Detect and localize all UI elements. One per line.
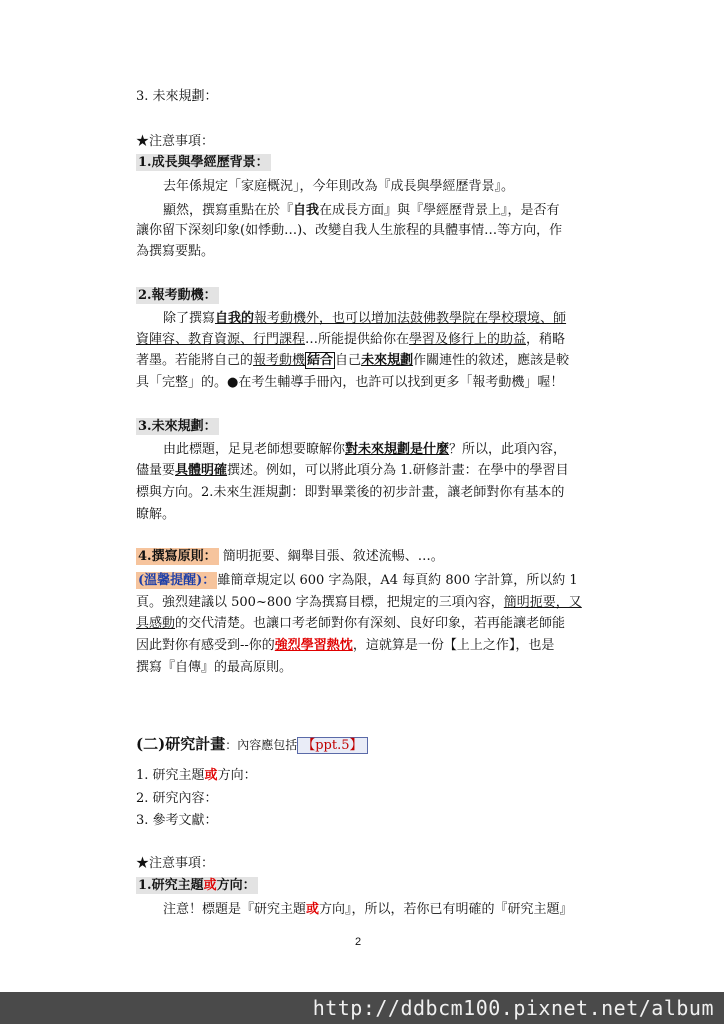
heading-text [136, 877, 258, 894]
section-4-heading-text: 4.撰寫原則： [138, 549, 217, 564]
section-4-line2 [136, 594, 582, 612]
section-1-heading-text: 1.成長與學經歷背景： [138, 155, 269, 170]
emphasis-future-plan: 未來規劃 [361, 353, 414, 368]
section-1-heading [136, 154, 271, 172]
text: 簡明扼要、綱舉目張、敘述流暢、…。 [218, 549, 444, 564]
text: 1.研究主題 [138, 878, 204, 893]
text: 作關連性的敘述，應該是較 [413, 353, 570, 368]
section-1-para-line3: 讓你留下深刻印象(如悸動…)、改變自我人生旅程的具體事情…等方向，作 [136, 223, 563, 238]
part-2-section-1-heading [136, 877, 258, 895]
text: 由此標題，足見老師想要瞭解你 [163, 442, 346, 457]
emphasis-or: 或 [203, 878, 217, 893]
page-number: 2 [355, 936, 362, 948]
text: 除了撰寫 [163, 311, 216, 326]
section-3-line2 [136, 462, 569, 480]
emphasis: 對未來規劃是什麼 [345, 442, 450, 457]
text: ，這就算是一份【上上之作】，也是 [352, 638, 555, 653]
emphasis-self: 自我 [293, 203, 320, 218]
emphasis: 具體明確 [175, 463, 228, 478]
text: 方向： [217, 768, 257, 783]
watermark-bar [0, 992, 724, 1024]
text: ，稍略 [526, 332, 566, 347]
section-3-line1 [163, 441, 566, 459]
emphasis-passion: 強烈學習熱忱 [274, 638, 353, 653]
part-2-title [136, 735, 368, 755]
text: 的交代清楚。也讓口考老師對你有深刻、良好印象，若再能讓老師能 [175, 616, 566, 631]
section-3-line3: 標與方向。2.未來生涯規劃：即對畢業後的初步計畫，讓老師對你有基本的 [136, 485, 565, 500]
part-2-section-1-para [163, 901, 573, 919]
emphasis-or: 或 [204, 768, 218, 783]
text: 報考動機外，也可以增加法鼓佛教學院在 [254, 311, 489, 326]
item-3-future-plan: 3. 未來規劃： [136, 89, 218, 104]
emphasis-or: 或 [306, 902, 320, 917]
text: 注意！標題是『研究主題 [163, 902, 307, 917]
section-3-heading [136, 418, 219, 436]
part-2-title-text: (二)研究計畫 [136, 735, 226, 753]
text: 報考動機 [253, 353, 306, 368]
emphasis: 簡明扼要，又 [503, 595, 582, 610]
text: 自己 [335, 353, 362, 368]
text: 方向』，所以，若你已有明確的『研究主題』 [319, 902, 573, 917]
emphasis-self: 自我的 [215, 311, 255, 326]
section-1-para-line2 [163, 202, 560, 220]
section-4-line3 [136, 615, 565, 633]
section-4-line4 [136, 637, 554, 655]
text: 頁。強烈建議以 500~800 字為撰寫目標，把規定的三項內容， [136, 595, 504, 610]
text: 學習及修行上的助益 [409, 332, 527, 347]
text: 因此對你有感受到--你的 [136, 638, 275, 653]
text: 顯然，撰寫重點在於『 [163, 203, 294, 218]
text: 撰述。例如，可以將此項分為 1.研修計畫：在學中的學習目 [227, 463, 569, 478]
section-2-line4: 具「完整」的。●在考生輔導手冊內，也許可以找到更多「報考動機」喔！ [136, 375, 564, 390]
part-2-subtitle: ：內容應包括 [225, 738, 298, 752]
text: 方向： [216, 878, 256, 893]
section-2-line1 [163, 310, 566, 328]
list-item-3: 3. 參考文獻： [136, 813, 218, 828]
list-item-1 [136, 767, 257, 785]
section-4-line1 [136, 572, 578, 590]
section-2-line3 [136, 352, 569, 370]
emphasis: 具感動 [136, 616, 176, 631]
section-1-para-line4: 為撰寫要點。 [136, 244, 215, 259]
section-3-heading-text: 3.未來規劃： [138, 419, 217, 434]
text: 在成長方面』與『學經歷背景上』，是否有 [319, 203, 560, 218]
section-2-heading-text: 2.報考動機： [138, 288, 217, 303]
section-3-line4: 瞭解。 [136, 507, 176, 522]
text: ？所以，此項內容， [449, 442, 567, 457]
section-1-para-line1: 去年係規定「家庭概況」，今年則改為『成長與學經歷背景』。 [163, 179, 515, 194]
section-2-line2 [136, 331, 565, 349]
watermark-url: http://ddbcm100.pixnet.net/album [312, 996, 714, 1020]
text: 1. 研究主題 [136, 768, 205, 783]
text: 雖簡章規定以 600 字為限，A4 每頁約 800 字計算，所以約 1 [217, 573, 578, 588]
text: 資陣容、教育資源、行門課程 [136, 332, 306, 347]
section-4-line5: 撰寫『自傳』的最高原則。 [136, 660, 293, 675]
part-2-note-heading: ★注意事項： [136, 856, 215, 871]
emphasis-combine: 結合 [307, 353, 334, 368]
text: …所能提供給你在 [305, 332, 410, 347]
ppt-reference: 【ppt.5】 [297, 737, 367, 754]
section-2-heading [136, 287, 219, 305]
list-item-2: 2. 研究內容： [136, 791, 218, 806]
text: 儘量要 [136, 463, 176, 478]
note-heading: ★注意事項： [136, 134, 215, 149]
text: 著墨。若能將自己的 [136, 353, 254, 368]
tip-label: (溫馨提醒)： [138, 573, 216, 588]
text: 學校環境、師 [488, 311, 567, 326]
section-4-heading [136, 548, 444, 566]
